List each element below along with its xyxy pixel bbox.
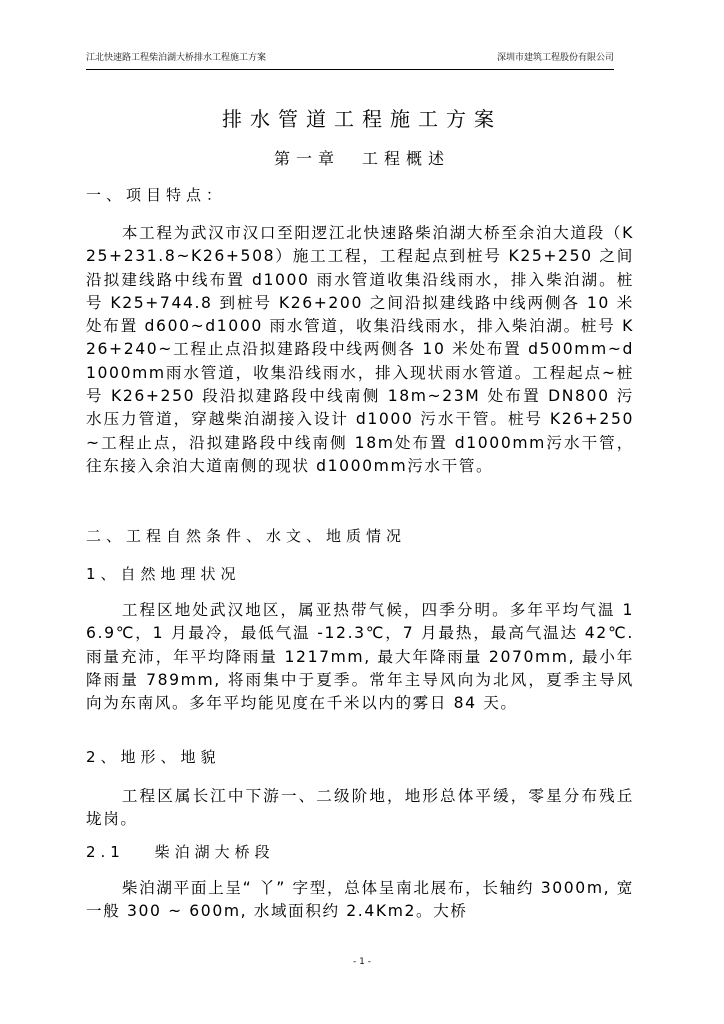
chapter-name: 工程概述 [362, 149, 451, 168]
page-number: - 1 - [353, 957, 371, 967]
section-heading-natural-conditions: 二、工程自然条件、水文、地质情况 [86, 527, 407, 545]
document-title: 排水管道工程施工方案 [222, 107, 502, 131]
header-company-name: 深圳市建筑工程股份有限公司 [496, 53, 614, 63]
paragraph-project-features: 本工程为武汉市汉口至阳逻江北快速路柴泊湖大桥至余泊大道段（K25+231.8~K26+508）施工工程，工程起点到桩号 K25+250 之间沿拟建线路中线布置 d1000 雨水管道收集沿线雨水，排入柴泊湖。桩号 K25+744.8 到桩号 K26+200 之间沿拟建线路中线两侧各 10 米处布置 d600~d1000 雨水管道，收集沿线雨水，排入柴泊湖。桩号 K26+240~工程止点沿拟建路段中线两侧各 10 米处布置 d500mm~d1000mm雨水管道，收集沿线雨水，排入现状雨水管道。工程起点~桩号 K26+250 段沿拟建路段中线南侧 18m~23M 处布置 DN800 污水压力管道，穿越柴泊湖接入设计 d1000 污水干管。桩号 K26+250~工程止点，沿拟建路段中线南侧 18m处布置 d1000mm污水干管，往东接入余泊大道南侧的现状 d1000mm污水干管。 [86, 224, 634, 475]
header-rule [86, 69, 614, 70]
running-header [86, 51, 614, 65]
paragraph-bridge-section: 柴泊湖平面上呈“ 丫” 字型，总体呈南北展布，长轴约 3000m, 宽一般 300 ~ 600m, 水域面积约 2.4Km2。大桥 [86, 879, 634, 921]
chapter-number: 第一章 [273, 149, 340, 168]
paragraph-terrain: 工程区属长江中下游一、二级阶地，地形总体平缓，零星分布残丘垅岗。 [86, 787, 634, 829]
section-heading-project-features: 一、项目特点： [86, 186, 227, 204]
section-heading-geography: 1、自然地理状况 [86, 565, 241, 583]
chapter-heading [0, 148, 724, 170]
header-project-name: 江北快速路工程柴泊湖大桥排水工程施工方案 [86, 53, 267, 63]
section-heading-terrain: 2、地形、地貌 [86, 748, 221, 766]
section-heading-bridge-section: 2.1 柴泊湖大桥段 [86, 843, 275, 861]
paragraph-geography: 工程区地处武汉地区，属亚热带气候，四季分明。多年平均气温 16.9℃，1 月最冷，最低气温 -12.3℃，7 月最热，最高气温达 42℃.雨量充沛，年平均降雨量 1217mm, 最大年降雨量 2070mm, 最小年降雨量 789mm, 将雨集中于夏季。常年主导风向为北风，夏季主导风向为东南风。多年平均能见度在千米以内的雾日 84 天。 [86, 601, 634, 713]
